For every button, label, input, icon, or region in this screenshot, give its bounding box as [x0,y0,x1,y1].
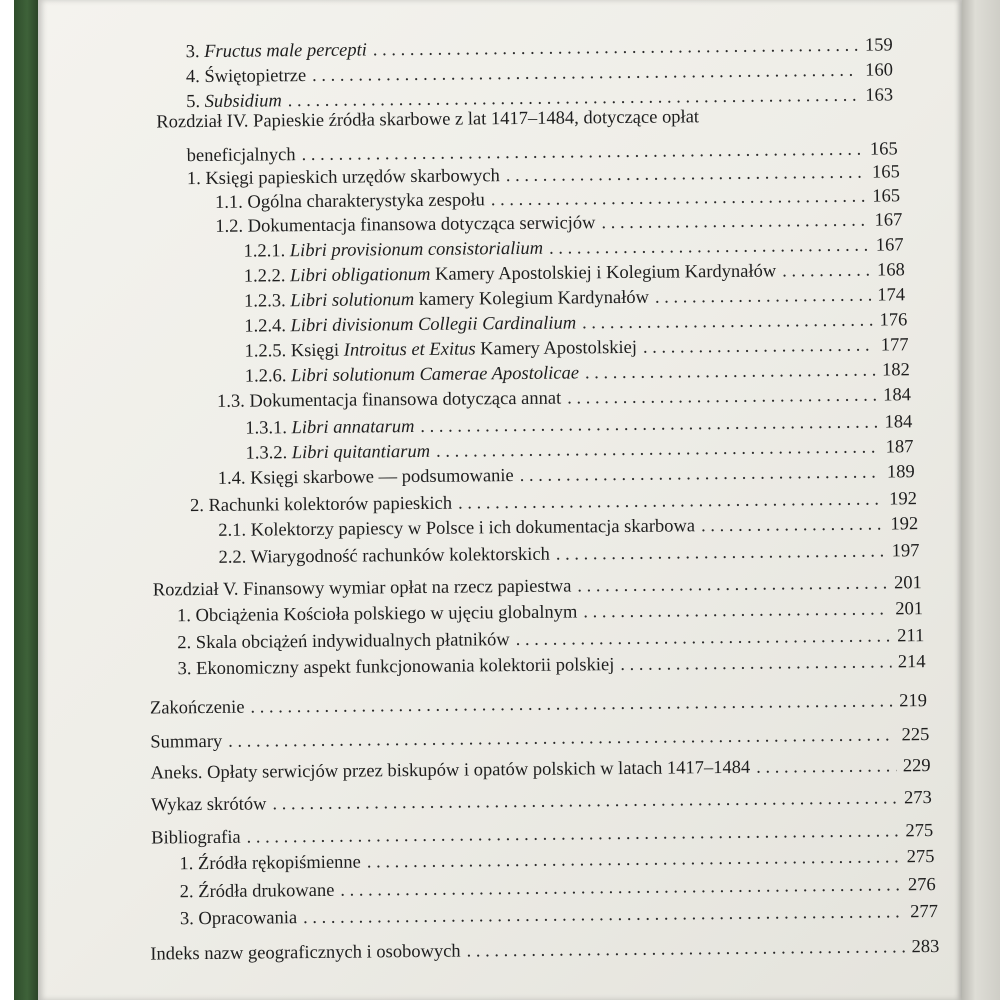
toc-entry-number: 2. [179,882,194,903]
toc-entry [177,627,924,653]
page-number: 214 [897,652,926,673]
toc-entry-number: 1.2.1. [243,241,286,262]
toc-entry-title [177,603,577,625]
toc-entry-number: 4. [185,67,200,88]
toc-entry-text: Źródła drukowane [198,880,335,903]
toc-entry-title [218,546,550,568]
toc-entry-title [150,733,222,752]
toc-entry [186,36,893,61]
toc-entry-number: 1.2. [215,216,244,237]
toc-entry-title [151,759,751,783]
dot-leader [247,822,900,847]
toc-entry-number: 1.4. [217,468,246,489]
toc-entry [153,574,922,600]
toc-entry-number: 2. [189,496,205,517]
page-number: 275 [906,847,935,868]
toc-entry-text: Dokumentacja finansowa dotycząca annat [249,388,562,412]
toc-entry [244,311,907,336]
page-number: 182 [881,360,910,381]
toc-entry [178,653,926,679]
toc-entry-number: 2. [177,633,192,654]
page-number: 163 [865,85,894,106]
toc-entry-text: Opracowania [198,908,298,930]
toc-entry-text: Fructus male percepti [204,40,367,63]
toc-entry-title [153,578,572,601]
toc-entry-title [179,854,361,874]
toc-entry-title [244,263,777,287]
toc-entry [215,187,900,212]
page-number: 184 [884,412,913,433]
toc-entry [151,789,932,815]
dot-leader [467,938,906,961]
toc-entry-number: 1.1. [215,192,243,213]
page-number: 275 [905,821,934,842]
page-number: 201 [895,599,924,620]
toc-entry-number: 1.2.5. [244,341,287,362]
toc-entry-title [156,107,699,132]
toc-entry-title [186,41,367,61]
toc-entry-title [245,418,414,438]
dot-leader [577,574,888,595]
page-number: 160 [865,60,893,81]
dot-leader [567,387,877,408]
dot-leader [782,262,871,281]
page-number: 165 [872,162,900,183]
toc-entry-title [186,67,306,87]
page-number: 229 [902,756,931,777]
toc-entry [245,361,910,386]
dot-leader [701,516,885,536]
dot-leader [312,62,859,86]
toc-entry [244,286,905,311]
toc-entry-text: Rozdział V. Finansowy wymiar opłat na rzecz papiestwa [152,576,572,601]
page-number: 176 [879,310,908,331]
toc-entry [218,515,918,540]
toc-entry-text: Summary [150,731,223,753]
page-number: 201 [893,573,922,594]
toc-entry-text: Libri solutionum Camerae Apostolicae [290,363,580,387]
toc-entry-title [244,289,649,311]
dot-leader [655,287,871,308]
toc-entry-title [244,314,576,336]
toc-entry [150,692,927,718]
page-number: 225 [901,725,930,746]
toc-entry-title [186,92,282,111]
toc-entry [190,490,917,515]
toc-entry [180,903,938,929]
dot-leader [556,542,886,564]
toc-entry-number: 3. [185,42,200,63]
toc-entry [245,438,913,463]
toc-entry-text: Kolektorzy papiescy w Polsce i ich dokumentacja skarbowa [250,516,696,541]
dot-leader [620,653,892,674]
toc-entry [187,140,898,165]
toc-entry-title [187,146,296,166]
page-number: 189 [886,462,915,483]
dot-leader [516,627,892,649]
toc-entry [177,600,923,626]
page-number: 197 [891,541,920,562]
page-number: 273 [904,788,932,809]
toc-entry-title [177,631,510,653]
toc-entry-title [150,699,245,718]
page-number: 192 [890,514,919,535]
dot-leader [340,876,902,900]
toc-entry [151,822,933,848]
dot-leader [420,414,878,437]
page-number: 276 [907,875,936,896]
dot-leader [458,491,883,514]
toc-entry [187,163,900,188]
toc-entry-number: 2.1. [218,520,247,541]
toc-entry-text: Libri solutionum [290,290,415,312]
toc-entry-title [190,495,452,516]
page-number: 159 [864,35,893,56]
toc-entry-text: Rachunki kolektorów papieskich [208,493,453,516]
toc-entry [218,463,915,488]
toc-entry-title [217,390,561,412]
dot-leader [373,37,859,60]
toc-entry-title [151,795,267,815]
page-number: 277 [910,902,939,923]
toc-entry [179,848,934,874]
toc-entry-text: Skala obciążeń indywidualnych płatników [195,630,510,654]
page-number: 174 [877,285,906,306]
toc-entry-text: Rozdział IV. Papieskie źródła skarbowe z lat 1417–1484, dotyczące opłat [156,107,700,133]
toc-entry [180,876,936,902]
toc-entry-title [244,240,544,261]
toc-entry-text: Świętopietrze [204,66,307,88]
toc-entry-number: 1.2.3. [243,291,286,312]
dot-leader [436,439,880,462]
dot-leader [549,237,870,259]
toc-entry-number: 3. [179,909,194,930]
toc-entry [244,261,905,286]
toc-entry [217,386,911,411]
toc-entry [218,542,919,567]
toc-entry-title [178,656,615,679]
dot-leader [506,164,867,186]
toc-entry-text: Kamery Apostolskiej [475,337,638,360]
toc-entry-title [244,339,637,361]
toc-entry-text: Libri divisionum Collegii Cardinalium [290,313,577,337]
toc-entry-text: Księgi papieskich urzędów skarbowych [205,166,500,190]
page-number: 165 [872,186,901,207]
toc-entry [215,211,902,236]
toc-entry-title [218,517,695,540]
toc-entry-number: 1.2.2. [243,266,286,287]
toc-entry-number: 1.2.4. [244,316,287,337]
dot-leader [585,362,876,383]
toc-entry-text: beneficjalnych [186,145,296,167]
toc-entry-number: 1. [179,854,194,875]
toc-entry-text: Libri quitantiarum [291,441,431,464]
toc-entry-title [150,943,460,964]
page-number: 219 [899,691,928,712]
toc-entry-text: Indeks nazw geograficznych i osobowych [150,941,461,965]
toc-entry-text: Bibliografia [151,827,241,849]
toc-entry-text: Księgi skarbowe — podsumowanie [250,466,514,489]
toc-entry-title [180,909,297,929]
dot-leader [643,337,875,358]
dot-leader [228,726,895,751]
toc-entry-number: 1.3. [216,391,245,412]
page-number: 168 [876,260,905,281]
toc-entry-text: Zakończenie [149,697,245,719]
toc-entry-title [215,191,485,212]
toc-entry-text: Księgi [290,340,344,362]
dot-leader [250,692,893,717]
toc-entry-number: 1. [177,606,192,627]
toc-entry-title [215,214,595,236]
dot-leader [582,312,874,333]
page-number: 211 [897,626,925,647]
toc-entry [156,108,699,132]
page-number: 167 [874,210,903,231]
toc-entry-number: 3. [177,659,192,680]
toc-entry-text: Libri annatarum [291,417,415,439]
toc-entry-text: Źródła rękopiśmienne [197,852,361,875]
toc-entry-text: kamery Kolegium Kardynałów [414,287,650,311]
toc-entry-text: Ekonomiczny aspekt funkcjonowania kolektorii polskiej [196,655,615,680]
dot-leader [520,464,881,486]
toc-entry-number: 1. [186,169,201,190]
page-number: 283 [911,936,940,958]
toc-entry-number: 1.3.2. [245,443,288,464]
toc-entry-text: Kamery Apostolskiej i Kolegium Kardynałów [430,261,777,285]
toc-entry-title [187,167,500,189]
toc-entry [151,757,931,783]
toc-entry-title [151,829,241,848]
toc-entry [150,938,939,964]
page-number: 187 [885,437,914,458]
toc-entry-text: Ogólna charakterystyka zespołu [247,190,485,213]
toc-entry [150,726,929,752]
toc-entry-title [245,364,579,386]
dot-leader [367,848,901,872]
toc-entry-text: Wykaz skrótów [150,794,267,816]
toc-entry-number: 1.2.6. [244,366,287,387]
dot-leader [303,903,904,927]
toc-entry-title [245,443,430,463]
toc-entry [186,61,893,86]
toc-entry-number: 5. [186,92,201,113]
toc-entry-text: Libri obligationum [289,264,431,287]
toc-entry-text: Subsidium [204,91,282,113]
toc-entry-text: Aneks. Opłaty serwicjów przez biskupów i opatów polskich w latach 1417–1484 [150,757,751,784]
toc-entry-number: 2.2. [218,547,247,568]
toc-entry-title [180,882,335,902]
dot-leader [583,600,889,621]
toc-entry-number: 1.3.1. [245,418,288,439]
dot-leader [756,757,897,777]
toc-entry-text: Introitus et Exitus [343,339,476,361]
page-number: 177 [880,335,909,356]
dot-leader [272,789,898,814]
toc-entry [244,236,904,261]
toc-entry-text: Libri provisionum consistorialium [289,238,544,262]
page-number: 165 [869,139,898,160]
page-number: 192 [889,489,918,510]
toc-entry [244,336,908,361]
page-number: 184 [883,385,912,406]
toc-entry-text: Obciążenia Kościoła polskiego w ujęciu globalnym [195,602,578,627]
dot-leader [301,141,864,165]
page-number: 167 [875,235,904,256]
toc-entry-text: Wiarygodność rachunków kolektorskich [250,544,550,568]
toc-entry [245,413,912,438]
dot-leader [601,212,868,233]
dot-leader [288,87,860,111]
toc-entry-text: Dokumentacja finansowa dotycząca serwicjów [247,213,596,237]
toc-entry-title [218,467,514,488]
dot-leader [491,188,867,210]
